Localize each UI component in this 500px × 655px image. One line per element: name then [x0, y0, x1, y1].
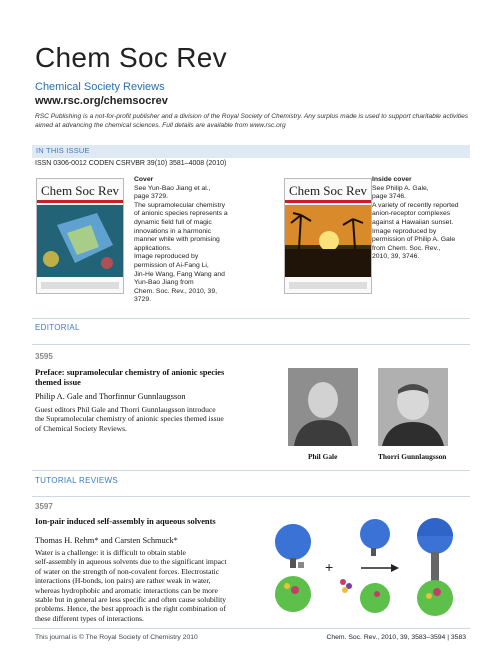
editorial-page-number: 3595	[35, 352, 53, 361]
inside-cover-image	[284, 178, 372, 294]
footer-citation: Chem. Soc. Rev., 2010, 39, 3583–3594 | 3583	[326, 634, 466, 641]
editorial-title[interactable]: Preface: supramolecular chemistry of anionic species themed issue	[35, 368, 225, 387]
publisher-note: RSC Publishing is a not-for-profit publisher and a division of the Royal Society of Chemistry. Any surplus made is used to support charitable activities aimed at advancing the chemical sciences. Full details are available from www.rsc.org	[35, 113, 469, 129]
journal-url-link[interactable]: www.rsc.org/chemsocrev	[35, 95, 168, 107]
editorial-rule	[32, 344, 470, 345]
inside-cover-heading: Inside cover	[372, 176, 412, 183]
inside-cover-artwork	[285, 205, 371, 277]
editorial-abstract: Guest editors Phil Gale and Thorri Gunnlaugsson introduce the Supramolecular chemistry of anionic species themed issue of Chemical Society Reviews.	[35, 405, 224, 433]
middle-assembly-column	[360, 519, 390, 613]
inside-cover-journal-title: Chem Soc Rev	[289, 183, 367, 198]
footer-copyright: This journal is © The Royal Society of Chemistry 2010	[35, 634, 198, 641]
right-assembly-column	[417, 518, 453, 616]
tutorial-authors: Thomas H. Rehm* and Carsten Schmuck*	[35, 536, 178, 545]
in-this-issue-heading: IN THIS ISSUE	[36, 146, 90, 155]
tutorial-title[interactable]: Ion-pair induced self-assembly in aqueous solvents	[35, 517, 216, 526]
photo-phil-gale	[288, 368, 358, 446]
tutorial-rule	[32, 496, 470, 497]
in-this-issue-band	[32, 145, 470, 158]
issn-line: ISSN 0306-0012 CODEN CSRVBR 39(10) 3581–4008 (2010)	[35, 160, 227, 167]
journal-subtitle: Chemical Society Reviews	[35, 81, 165, 93]
editorial-heading: EDITORIAL	[35, 323, 80, 332]
photo-caption-phil-gale: Phil Gale	[308, 452, 338, 461]
left-assembly-column	[275, 524, 311, 612]
cover-description: Cover See Yun-Bao Jiang et al., page 3729. The supramolecular chemistry of anionic species represents a dynamic field full of magic innovations in a harmonic manner while with promising applications. Image reproduced by permission of Ai-Fang Li, Jin-He Wang, Fang Wang and Yun-Bao Jiang from Chem. Soc. Rev., 2010, 39, 3729.	[134, 176, 234, 305]
editorial-divider	[32, 318, 470, 319]
tutorial-heading: TUTORIAL REVIEWS	[35, 476, 119, 485]
editorial-authors: Philip A. Gale and Thorfinnur Gunnlaugsson	[35, 392, 186, 401]
tutorial-page-number: 3597	[35, 502, 53, 511]
tutorial-abstract: Water is a challenge: it is difficult to obtain stable self-assembly in aqueous solvents due to the significant impact of water on the strength of non-covalent forces. Electrostatic interactions (H-bonds, ion pairs) are rather weak in water, whereas hydrophobic and aromatic interactions can be more stable but in general are less specific and often cause solubility problems. Hence, the best approach is the right combination of these different types of interactions.	[35, 548, 227, 623]
plus-sign: +	[325, 559, 334, 575]
cover-artwork	[37, 205, 123, 277]
ion-cluster	[340, 579, 352, 593]
self-assembly-figure	[265, 512, 470, 624]
cover-heading: Cover	[134, 176, 154, 183]
cover-journal-title: Chem Soc Rev	[41, 183, 119, 198]
tutorial-divider	[32, 470, 470, 471]
footer-rule	[32, 628, 470, 629]
journal-title: Chem Soc Rev	[35, 42, 227, 73]
cover-image	[36, 178, 124, 294]
photo-thorri-gunnlaugsson	[378, 368, 448, 446]
inside-cover-description: Inside cover See Philip A. Gale, page 3746. A variety of recently reported anion-receptor complexes against a Hawaiian sunset. Image reproduced by permission of Philip A. Gale from Chem. Soc. Rev., 2010, 39, 3746.	[372, 176, 472, 262]
photo-caption-thorri-gunnlaugsson: Thorri Gunnlaugsson	[378, 452, 447, 461]
